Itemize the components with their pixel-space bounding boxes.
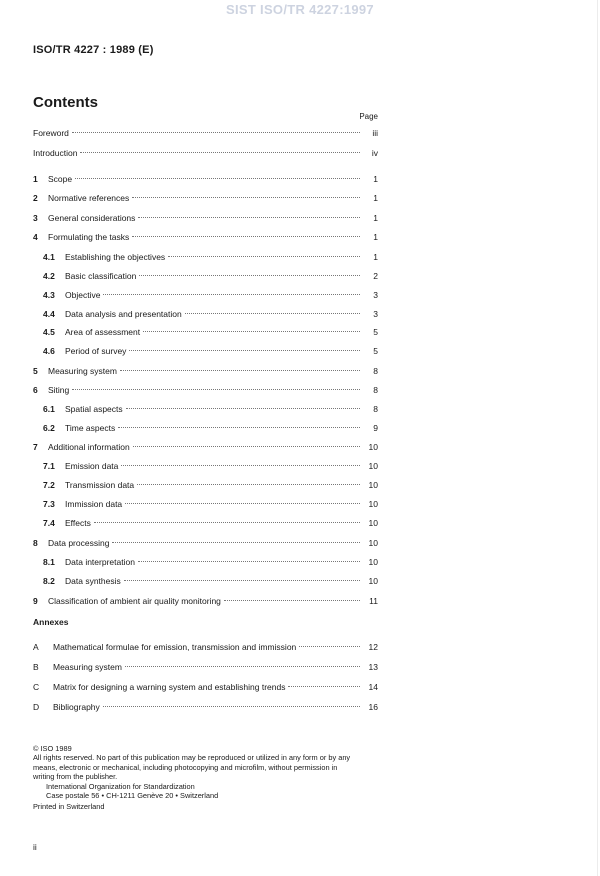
toc-entry-page: 10: [368, 442, 378, 452]
toc-entry-title: Additional information: [48, 442, 130, 452]
rights-statement: writing from the publisher.: [33, 772, 118, 782]
toc-entry-title: Data interpretation: [65, 557, 135, 567]
toc-entry-page: 8: [373, 366, 378, 376]
toc-entry-title: Establishing the objectives: [65, 252, 166, 262]
toc-entry-title: Objective: [65, 290, 101, 300]
toc-entry-page: 1: [373, 193, 378, 203]
publisher-address: Case postale 56 • CH-1211 Genève 20 • Switzerland: [46, 791, 219, 801]
toc-entry-page: 8: [373, 404, 378, 414]
toc-annex-page: 12: [368, 642, 378, 652]
toc-entry-number: 8.2: [43, 576, 55, 586]
toc-annex-a[interactable]: [33, 637, 378, 652]
toc-entry-number: 4.5: [43, 327, 55, 337]
page-column-label: Page: [359, 112, 378, 121]
page-edge-rule: [597, 0, 598, 876]
toc-entry-title: Effects: [65, 518, 91, 528]
copyright-notice: [33, 744, 393, 812]
toc-entry-page: 10: [368, 576, 378, 586]
dot-leader: [139, 263, 360, 276]
toc-entry-2[interactable]: [33, 188, 378, 203]
toc-entry-page: 1: [373, 252, 378, 262]
toc-entry-6-2[interactable]: [43, 418, 378, 433]
toc-entry-number: 6.2: [43, 423, 55, 433]
toc-entry-page: 10: [368, 499, 378, 509]
toc-entry-title: Formulating the tasks: [48, 232, 130, 242]
toc-entry-4-3[interactable]: [43, 285, 378, 300]
toc-entry-page: 10: [368, 557, 378, 567]
dot-leader: [125, 491, 360, 504]
toc-annex-letter: A: [33, 642, 39, 652]
toc-entry-title: Measuring system: [48, 366, 117, 376]
toc-entry-7[interactable]: [33, 437, 378, 452]
toc-annex-title: Matrix for designing a warning system and establishing trends: [53, 682, 286, 692]
toc-entry-4[interactable]: [33, 227, 378, 242]
dot-leader: [288, 674, 360, 687]
toc-entry-number: 7.2: [43, 480, 55, 490]
toc-entry-number: 1: [33, 174, 38, 184]
toc-annex-letter: D: [33, 702, 40, 712]
toc-entry-7-2[interactable]: [43, 475, 378, 490]
toc-entry-8[interactable]: [33, 533, 378, 548]
rights-statement: All rights reserved. No part of this publication may be reproduced or utilized in any form or by any: [33, 753, 351, 763]
toc-entry-number: 4.2: [43, 271, 55, 281]
toc-entry-4-5[interactable]: [43, 322, 378, 337]
toc-entry-6-1[interactable]: [43, 399, 378, 414]
dot-leader: [132, 185, 360, 198]
toc-entry-title: Immission data: [65, 499, 123, 509]
toc-entry-title: Spatial aspects: [65, 404, 123, 414]
toc-entry-page: 2: [373, 271, 378, 281]
dot-leader: [137, 472, 360, 485]
toc-entry-5[interactable]: [33, 361, 378, 376]
toc-entry-3[interactable]: [33, 208, 378, 223]
dot-leader: [124, 568, 360, 581]
publisher-name: International Organization for Standardization: [46, 781, 195, 791]
toc-annex-c[interactable]: [33, 677, 378, 692]
toc-entry-1[interactable]: [33, 169, 378, 184]
printed-in: Printed in Switzerland: [33, 802, 105, 812]
toc-entry-foreword[interactable]: [33, 123, 378, 138]
toc-entry-page: 3: [373, 309, 378, 319]
toc-entry-number: 7.4: [43, 518, 55, 528]
toc-entry-title: Period of survey: [65, 346, 127, 356]
toc-entry-introduction[interactable]: [33, 143, 378, 158]
toc-annex-page: 13: [368, 662, 378, 672]
toc-entry-number: 8: [33, 538, 38, 548]
toc-entry-number: 6: [33, 385, 38, 395]
toc-annex-letter: C: [33, 682, 40, 692]
toc-entry-number: 2: [33, 193, 38, 203]
dot-leader: [143, 319, 360, 332]
toc-entry-number: 4: [33, 232, 38, 242]
toc-entry-number: 9: [33, 596, 38, 606]
toc-entry-page: 1: [373, 232, 378, 242]
dot-leader: [72, 377, 360, 390]
toc-entry-title: Emission data: [65, 461, 119, 471]
toc-entry-page: 3: [373, 290, 378, 300]
toc-entry-4-1[interactable]: [43, 247, 378, 262]
toc-entry-title: Data analysis and presentation: [65, 309, 182, 319]
dot-leader: [72, 120, 360, 133]
toc-entry-page: 11: [369, 596, 378, 606]
dot-leader: [185, 301, 360, 314]
dot-leader: [224, 588, 360, 601]
page-number: ii: [33, 842, 37, 852]
toc-entry-number: 7.1: [43, 461, 55, 471]
toc-entry-number: 7: [33, 442, 38, 452]
toc-annex-title: Mathematical formulae for emission, transmission and immission: [53, 642, 297, 652]
dot-leader: [94, 510, 360, 523]
page-title: Contents: [33, 94, 98, 111]
rights-statement: means, electronic or mechanical, including photocopying and microfilm, without permission in: [33, 762, 338, 772]
dot-leader: [75, 166, 360, 179]
dot-leader: [168, 244, 360, 257]
dot-leader: [80, 140, 360, 153]
toc-entry-4-4[interactable]: [43, 304, 378, 319]
toc-entry-page: iv: [371, 148, 378, 158]
dot-leader: [138, 205, 360, 218]
toc-entry-title: Transmission data: [65, 480, 135, 490]
toc-entry-title: Time aspects: [65, 423, 116, 433]
toc-entry-title: Scope: [48, 174, 73, 184]
dot-leader: [112, 530, 360, 543]
toc-entry-title: Basic classification: [65, 271, 137, 281]
toc-entry-number: 6.1: [43, 404, 55, 414]
toc-entry-page: 10: [368, 480, 378, 490]
toc-entry-page: 8: [373, 385, 378, 395]
toc-entry-number: 4.6: [43, 346, 55, 356]
toc-entry-page: 9: [373, 423, 378, 433]
toc-entry-title: General considerations: [48, 213, 136, 223]
copyright-line: © ISO 1989: [33, 744, 72, 753]
toc-entry-7-1[interactable]: [43, 456, 378, 471]
toc-entry-title: Foreword: [33, 128, 69, 138]
toc-entry-page: 10: [368, 538, 378, 548]
toc-entry-page: 5: [373, 346, 378, 356]
dot-leader: [126, 396, 360, 409]
document-identifier: ISO/TR 4227 : 1989 (E): [33, 44, 154, 56]
toc-entry-7-4[interactable]: [43, 513, 378, 528]
toc-entry-number: 3: [33, 213, 38, 223]
toc-entry-number: 4.1: [43, 252, 55, 262]
dot-leader: [132, 224, 360, 237]
toc-entry-title: Area of assessment: [65, 327, 141, 337]
toc-entry-page: 1: [373, 174, 378, 184]
toc-annex-title: Measuring system: [53, 662, 122, 672]
toc-entry-number: 4.4: [43, 309, 55, 319]
dot-leader: [121, 453, 360, 466]
watermark: SIST ISO/TR 4227:1997: [226, 2, 374, 17]
toc-entry-9[interactable]: [33, 591, 378, 606]
toc-entry-number: 8.1: [43, 557, 55, 567]
dot-leader: [125, 654, 360, 667]
toc-entry-page: 10: [368, 461, 378, 471]
toc-entry-8-1[interactable]: [43, 552, 378, 567]
toc-entry-title: Normative references: [48, 193, 130, 203]
toc-annex-b[interactable]: [33, 657, 378, 672]
dot-leader: [103, 282, 360, 295]
annexes-heading: Annexes: [33, 617, 69, 627]
toc-entry-8-2[interactable]: [43, 571, 378, 586]
dot-leader: [103, 694, 360, 707]
dot-leader: [299, 634, 360, 647]
toc-entry-page: 1: [373, 213, 378, 223]
toc-entry-6[interactable]: [33, 380, 378, 395]
toc-entry-title: Siting: [48, 385, 70, 395]
toc-annex-title: Bibliography: [53, 702, 100, 712]
toc-entry-number: 7.3: [43, 499, 55, 509]
toc-entry-title: Introduction: [33, 148, 78, 158]
toc-entry-page: 5: [373, 327, 378, 337]
toc-annex-letter: B: [33, 662, 39, 672]
dot-leader: [138, 549, 360, 562]
toc-entry-number: 5: [33, 366, 38, 376]
toc-entry-7-3[interactable]: [43, 494, 378, 509]
toc-entry-number: 4.3: [43, 290, 55, 300]
dot-leader: [129, 338, 360, 351]
toc-entry-4-6[interactable]: [43, 341, 378, 356]
toc-entry-title: Data synthesis: [65, 576, 121, 586]
toc-annex-page: 14: [368, 682, 378, 692]
dot-leader: [133, 434, 360, 447]
toc-entry-page: iii: [372, 128, 378, 138]
dot-leader: [120, 358, 360, 371]
toc-entry-title: Data processing: [48, 538, 110, 548]
dot-leader: [118, 415, 360, 428]
toc-entry-page: 10: [368, 518, 378, 528]
toc-entry-4-2[interactable]: [43, 266, 378, 281]
toc-annex-page: 16: [368, 702, 378, 712]
toc-annex-d[interactable]: [33, 697, 378, 712]
toc-entry-title: Classification of ambient air quality monitoring: [48, 596, 221, 606]
